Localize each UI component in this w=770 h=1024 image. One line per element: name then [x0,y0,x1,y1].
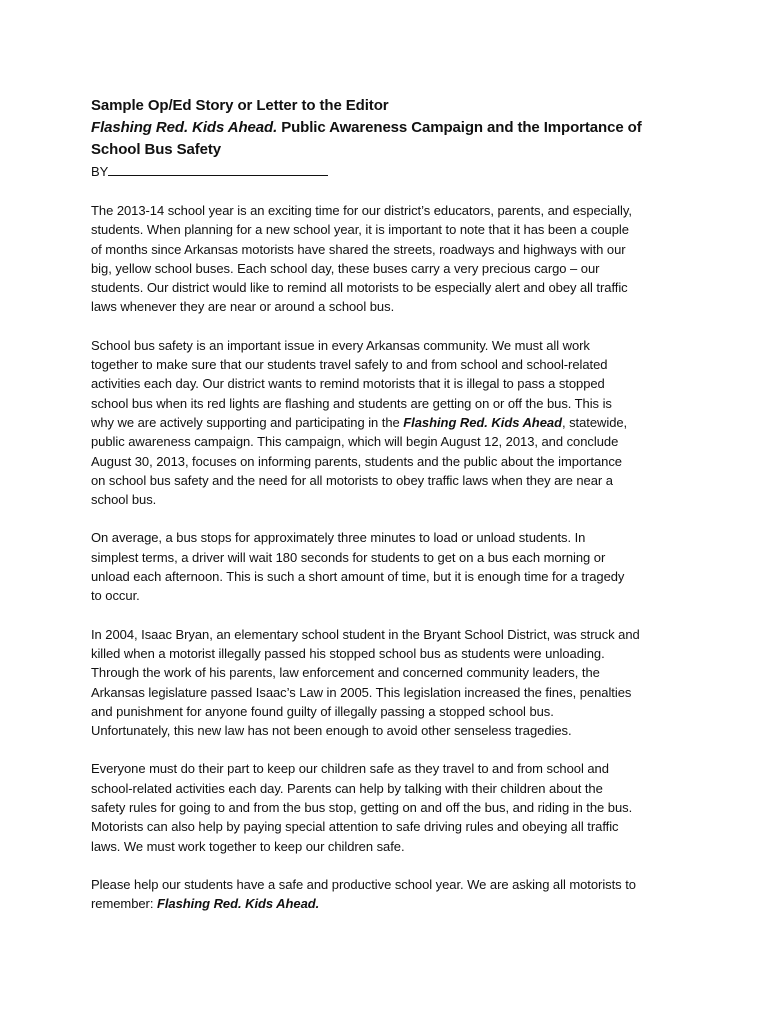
paragraph-line: Unfortunately, this new law has not been enough to avoid other senseless tragedies. [91,723,572,739]
line-text: , statewide, [561,414,628,430]
paragraph-5 [91,759,691,855]
paragraph-line: public awareness campaign. This campaign, which will begin August 12, 2013, and conclude [91,434,619,450]
paragraph-1 [91,201,691,317]
paragraph-line: On average, a bus stops for approximately three minutes to load or unload students. In [91,530,586,546]
paragraph-line: activities each day. Our district wants to remind motorists that it is illegal to pass a stopped [91,376,605,392]
letter-body [91,95,691,914]
campaign-name: Flashing Red. Kids Ahead. [91,119,278,136]
paragraph-line: laws. We must work together to keep our children safe. [91,838,405,854]
paragraph-line: school-related activities each day. Parents can help by talking with their children about the [91,780,603,796]
paragraph-line: Motorists can also help by paying special attention to safe driving rules and obeying all traffic [91,819,619,835]
closing-line [91,894,691,913]
paragraph-line: to occur. [91,588,140,604]
document-heading: Sample Op/Ed Story or Letter to the Editor [91,97,389,114]
byline-label: BY [91,164,109,179]
paragraph-line: safety rules for going to and from the bus stop, getting on and off the bus, and riding in the bus. [91,800,633,816]
paragraph-4 [91,625,691,741]
paragraph-line: school bus when its red lights are flashing and students are getting on or off the bus. This is [91,395,612,411]
paragraph-line: Please help our students have a safe and productive school year. We are asking all motorists to [91,876,636,892]
paragraph-line: simplest terms, a driver will wait 180 seconds for students to get on a bus each morning or [91,549,606,565]
byline [91,162,691,182]
paragraph-line: killed when a motorist illegally passed his stopped school bus as students were unloading. [91,645,605,661]
paragraph-line: and punishment for anyone found guilty of illegally passing a stopped school bus. [91,703,554,719]
campaign-name-closing: Flashing Red. Kids Ahead. [156,896,320,912]
paragraph-line: In 2004, Isaac Bryan, an elementary school student in the Bryant School District, was struck and [91,626,640,642]
paragraph-line: School bus safety is an important issue in every Arkansas community. We must all work [91,337,590,353]
paragraph-line: students. Our district would like to remind all motorists to be especially alert and obey all traffic [91,280,628,296]
paragraph-line: of months since Arkansas motorists have shared the streets, roadways and highways with our [91,241,626,257]
paragraph-line: The 2013-14 school year is an exciting time for our district’s educators, parents, and especially, [91,203,632,218]
subheading-text: Public Awareness Campaign and the Importance of [277,119,642,136]
paragraph-line: August 30, 2013, focuses on informing parents, students and the public about the importance [91,453,622,469]
paragraph-line: Through the work of his parents, law enforcement and concerned community leaders, the [91,665,600,681]
paragraph-3 [91,528,691,605]
paragraph-line: together to make sure that our students travel safely to and from school and school-related [91,357,608,373]
paragraph-line: big, yellow school buses. Each school day, these buses carry a very precious cargo – our [91,260,600,276]
paragraph-2 [91,336,691,510]
paragraph-line: Everyone must do their part to keep our children safe as they travel to and from school and [91,761,609,777]
byline-blank-line [108,163,328,176]
line-text: remember: [91,896,157,912]
document-subheading [91,117,691,139]
campaign-name-inline: Flashing Red. Kids Ahead [403,414,562,430]
paragraph-line-campaign [91,413,691,432]
paragraph-line: on school bus safety and the need for all motorists to obey traffic laws when they are near a [91,472,613,488]
line-text: why we are actively supporting and participating in the [91,414,404,430]
paragraph-line: school bus. [91,492,157,508]
paragraph-line: Arkansas legislature passed Isaac’s Law in 2005. This legislation increased the fines, penalties [91,684,632,700]
paragraph-line: laws whenever they are near or around a school bus. [91,299,395,315]
document-subheading-line2: School Bus Safety [91,141,221,158]
paragraph-6 [91,875,691,914]
paragraph-line: unload each afternoon. This is such a short amount of time, but it is enough time for a tragedy [91,569,625,585]
paragraph-line: students. When planning for a new school year, it is important to note that it has been a couple [91,222,629,238]
